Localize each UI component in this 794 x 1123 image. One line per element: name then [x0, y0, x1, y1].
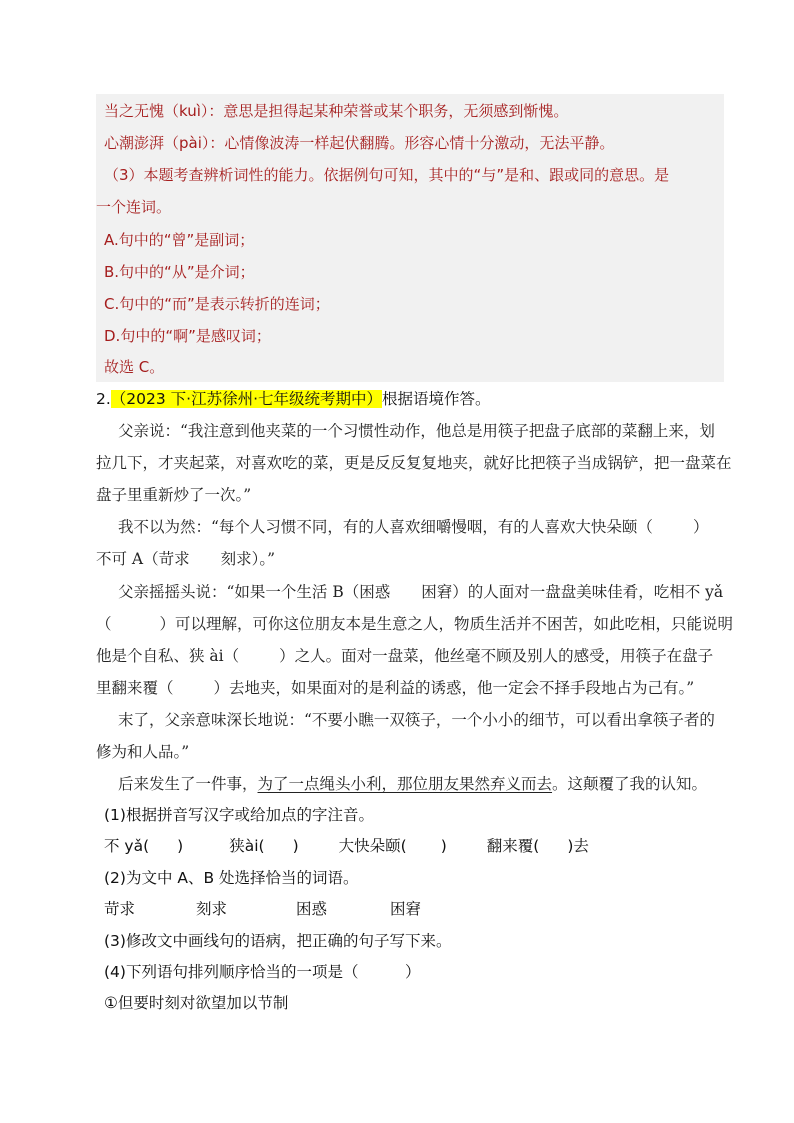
- question-header: [96, 387, 491, 409]
- subquestion-1-blanks: 不 yǎ( ) 狭ài( ) 大快朵颐( ) 翻来覆( )去: [104, 837, 589, 855]
- subquestion-2: (2)为文中 A、B 处选择恰当的词语。: [104, 869, 359, 887]
- passage-p3-line2: （ ）可以理解，可你这位朋友本是生意之人，物质生活并不困苦，如此吃相，只能说明: [96, 615, 734, 633]
- passage-p3-line1: 父亲摇摇头说：“如果一个生活 B（困惑 困窘）的人面对一盘盘美味佳肴，吃相不 yǎ: [118, 583, 724, 601]
- passage-p1-line2: 拉几下，才夹起菜，对喜欢吃的菜，更是反反复复地夹，就好比把筷子当成锅铲，把一盘菜在: [96, 454, 732, 472]
- answer-line-kui: 当之无愧（kuì）：意思是担得起某种荣誉或某个职务，无须感到惭愧。: [104, 102, 569, 120]
- document-page: 当之无愧（kuì）：意思是担得起某种荣誉或某个职务，无须感到惭愧。 心潮澎湃（pài）：心情像波涛一样起伏翻腾。形容心情十分激动，无法平静。 （3）本题考查辨析词性的能力。依据例句可知，其中的“与”是和、跟或同的意思。是 一个连词。 A.句中的“曾”是副词； B.句中的“从”是介词； C.句中的“而”是表示转折的连词； D.句中的“啊”是感叹词； 故选 C。 2.（2023 下·江苏徐州·七年级统考期中）根据语境作答。 父亲说：“我注意到他夹菜的一个习惯性动作，他总是用筷子把盘子底部的菜翻上来，划 拉几下，才夹起菜，对喜欢吃的菜，更是反反复复地夹，就好比把筷子当成锅铲，把一盘菜在 盘子里重新炒了一次。” 我不以为然：“每个人习惯不同，有的人喜欢细嚼慢咽，有的人喜欢大快朵颐（ ） 不可 A（苛求 刻求）。” 父亲摇摇头说：“如果一个生活 B（困惑 困窘）的人面对一盘盘美味佳肴，吃相不 yǎ （ ）可以理解，可你这位朋友本是生意之人，物质生活并不困苦，如此吃相，只能说明 他是个自私、狭 ài（ ）之人。面对一盘菜，他丝毫不顾及别人的感受，用筷子在盘子 里翻来覆（ ）去地夹，如果面对的是利益的诱惑，他一定会不择手段地占为己有。” 末了，父亲意味深长地说：“不要小瞧一双筷子，一个小小的细节，可以看出拿筷子者的 修为和人品。” 后来发生了一件事，为了一点绳头小利，那位朋友果然弃义而去。这颠覆了我的认知。 (1)根据拼音写汉字或给加点的字注音。 不 yǎ( ) 狭ài( ) 大快朵颐( ) 翻来覆( )去 (2)为文中 A、B 处选择恰当的词语。 苛求 刻求 困惑 困窘 (3)修改文中画线句的语病，把正确的句子写下来。 (4)下列语句排列顺序恰当的一项是（ ） ①但要时刻对欲望加以节制: [0, 0, 794, 1123]
- question-source-tag: （2023 下·江苏徐州·七年级统考期中）: [110, 390, 383, 408]
- passage-p3-line3: 他是个自私、狭 ài（ ）之人。面对一盘菜，他丝毫不顾及别人的感受，用筷子在盘子: [96, 647, 714, 665]
- passage-p1-line3: 盘子里重新炒了一次。”: [96, 486, 252, 504]
- answer-line-q3b: 一个连词。: [96, 198, 172, 216]
- passage-p2-line1: 我不以为然：“每个人习惯不同，有的人喜欢细嚼慢咽，有的人喜欢大快朵颐（ ）: [118, 518, 709, 536]
- answer-option-c: C.句中的“而”是表示转折的连词；: [104, 295, 330, 313]
- answer-conclusion: 故选 C。: [104, 358, 165, 376]
- answer-line-q3a: （3）本题考查辨析词性的能力。依据例句可知，其中的“与”是和、跟或同的意思。是: [104, 166, 670, 184]
- subquestion-1: (1)根据拼音写汉字或给加点的字注音。: [104, 806, 374, 824]
- question-instruction: 根据语境作答。: [382, 390, 491, 408]
- passage-p4-line1: 末了，父亲意味深长地说：“不要小瞧一双筷子，一个小小的细节，可以看出拿筷子者的: [118, 711, 715, 729]
- underlined-sentence: 为了一点绳头小利，那位朋友果然弃义而去: [257, 775, 553, 793]
- answer-option-b: B.句中的“从”是介词；: [104, 263, 255, 281]
- passage-p4-line2: 修为和人品。”: [96, 743, 190, 761]
- passage-p5: 后来发生了一件事，为了一点绳头小利，那位朋友果然弃义而去。这颠覆了我的认知。: [118, 775, 708, 793]
- answer-option-d: D.句中的“啊”是感叹词；: [104, 327, 271, 345]
- question-number: 2.: [96, 390, 111, 408]
- answer-line-pai: 心潮澎湃（pài）：心情像波涛一样起伏翻腾。形容心情十分激动，无法平静。: [104, 134, 615, 152]
- passage-p2-line2: 不可 A（苛求 刻求）。”: [96, 550, 276, 568]
- subquestion-4: (4)下列语句排列顺序恰当的一项是（ ）: [104, 963, 421, 981]
- passage-p3-line4: 里翻来覆（ ）去地夹，如果面对的是利益的诱惑，他一定会不择手段地占为己有。”: [96, 679, 695, 697]
- subquestion-3: (3)修改文中画线句的语病，把正确的句子写下来。: [104, 932, 452, 950]
- passage-p1-line1: 父亲说：“我注意到他夹菜的一个习惯性动作，他总是用筷子把盘子底部的菜翻上来，划: [118, 422, 715, 440]
- answer-option-a: A.句中的“曾”是副词；: [104, 231, 255, 249]
- subquestion-4-item-1: ①但要时刻对欲望加以节制: [104, 994, 289, 1012]
